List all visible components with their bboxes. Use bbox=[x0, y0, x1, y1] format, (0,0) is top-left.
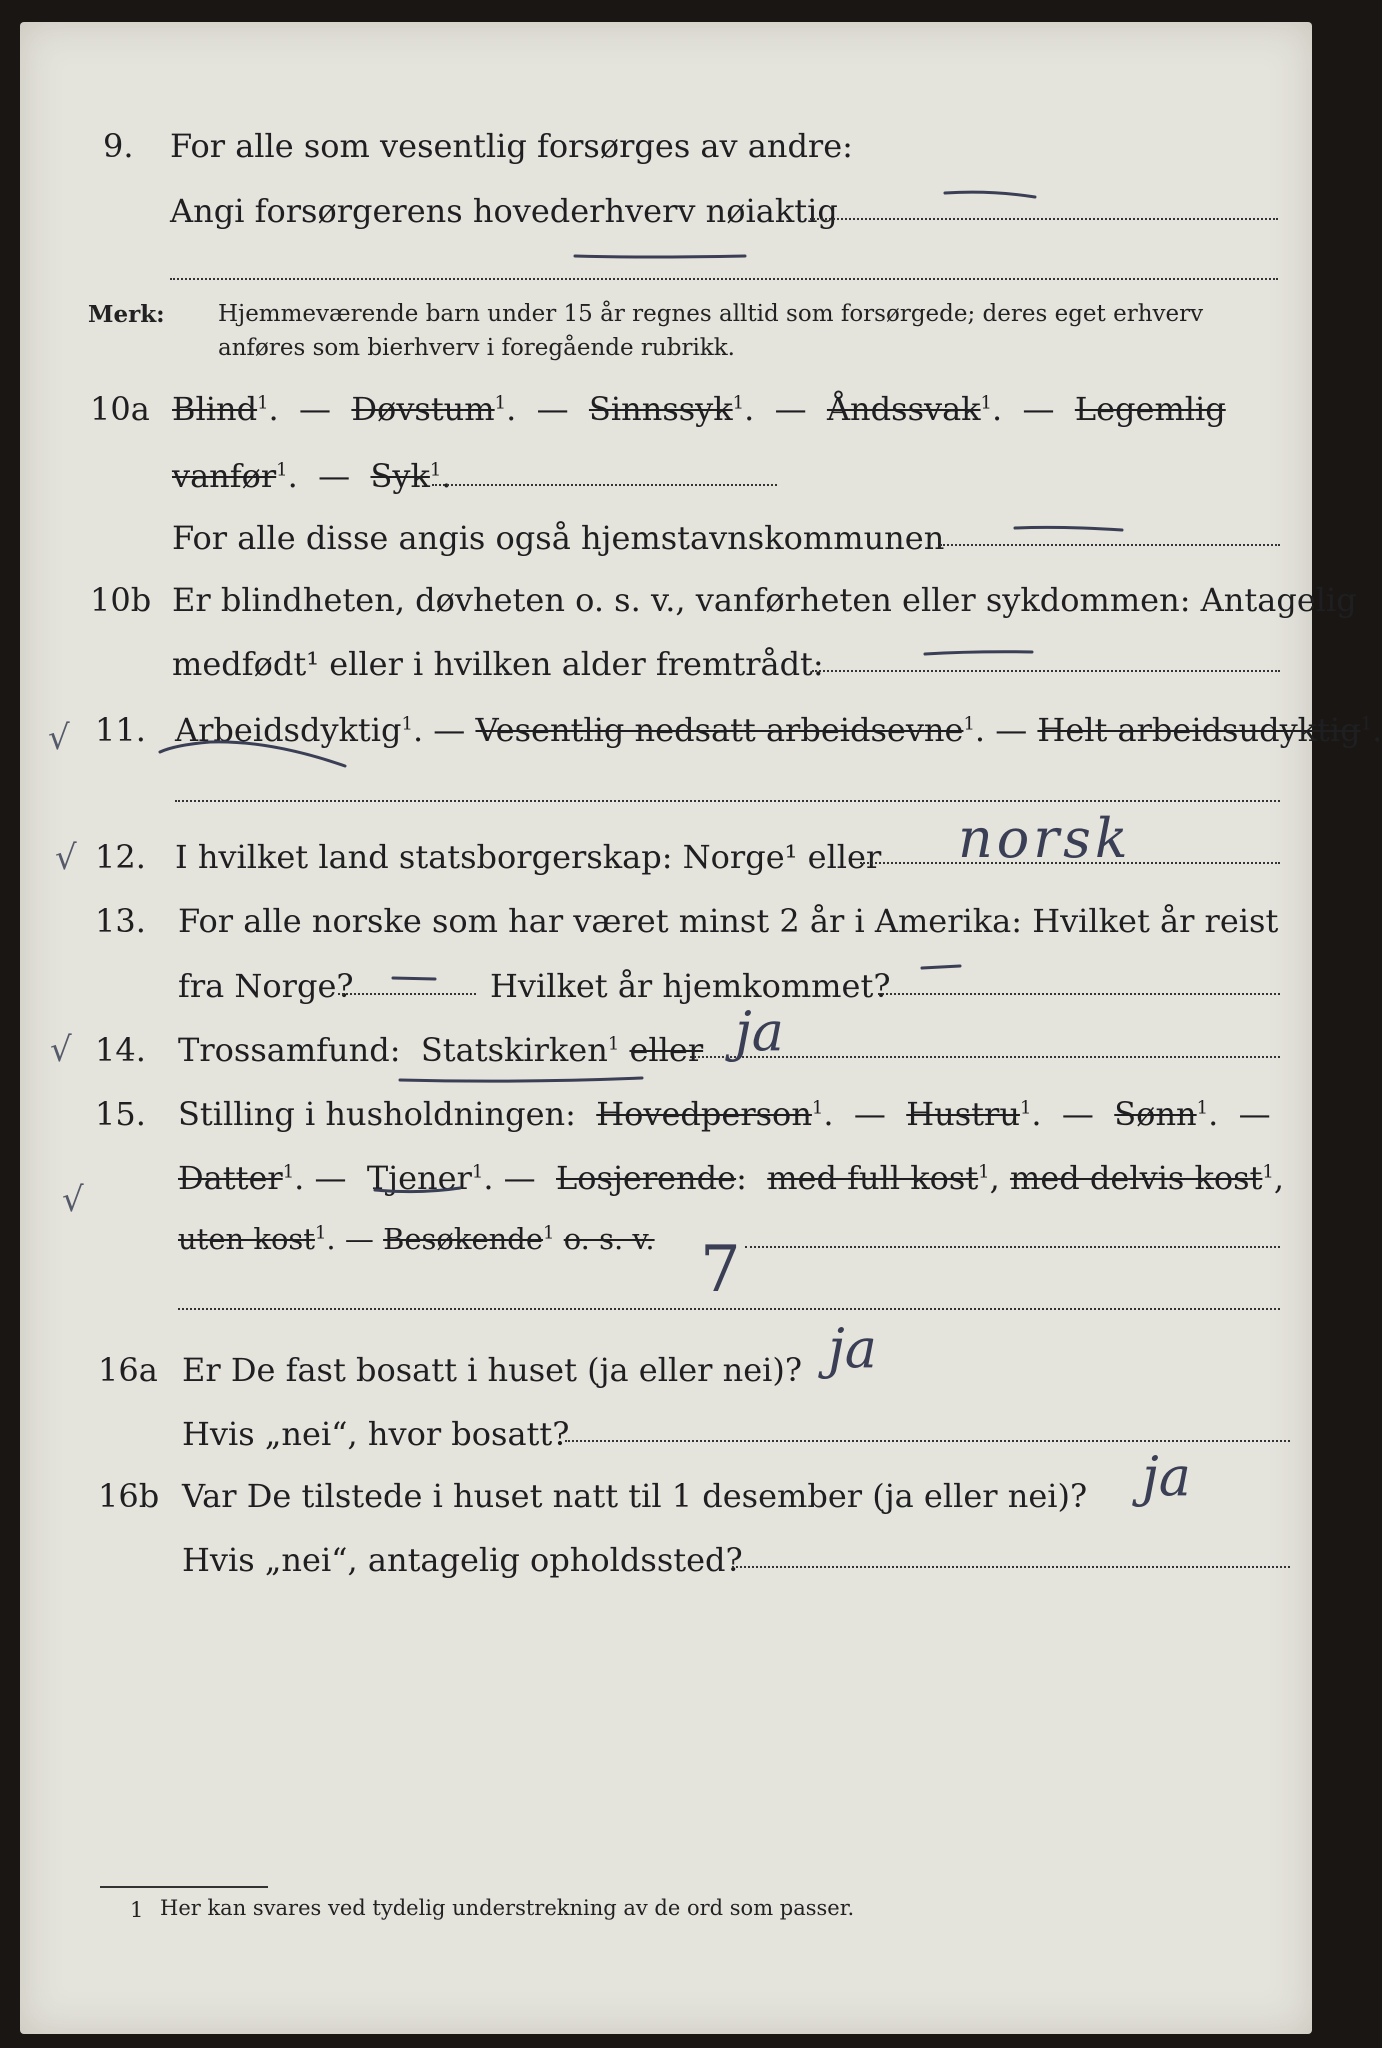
q9-line1: For alle som vesentlig forsørges av andre: bbox=[170, 127, 853, 165]
q15-line1: Stilling i husholdningen: Hovedperson$^1$. — Hustru$^1$. — Sønn$^1$. — bbox=[178, 1095, 1271, 1133]
opt-osv[interactable]: o. s. v. bbox=[563, 1222, 655, 1256]
q16a-line2: Hvis „nei“, hvor bosatt? bbox=[182, 1415, 570, 1453]
opt-losjerende[interactable]: Losjerende bbox=[556, 1159, 737, 1197]
opt-arbeidsdyktig[interactable]: Arbeidsdyktig bbox=[175, 711, 402, 749]
q16b-handwritten-answer[interactable]: ja bbox=[1142, 1445, 1191, 1508]
q10b-line1: Er blindheten, døvheten o. s. v., vanførheten eller sykdommen: Antagelig bbox=[172, 581, 1357, 619]
opt-statskirken[interactable]: Statskirken bbox=[420, 1031, 608, 1069]
opt-hovedperson[interactable]: Hovedperson bbox=[596, 1095, 812, 1133]
opt-dovstum[interactable]: Døvstum bbox=[351, 390, 495, 428]
q15-answer-line[interactable] bbox=[745, 1246, 1280, 1248]
q16b-line2: Hvis „nei“, antagelig opholdssted? bbox=[182, 1541, 743, 1579]
opt-vanfor[interactable]: vanfør bbox=[172, 457, 277, 495]
opt-delvis-kost[interactable]: med delvis kost bbox=[1009, 1159, 1263, 1197]
q10a-options-line2: vanfør$^1$. — Syk$^1$. bbox=[172, 457, 452, 495]
q15-handwritten-seven: 7 bbox=[700, 1233, 741, 1307]
q14-check-mark: √ bbox=[50, 1030, 72, 1070]
opt-eller[interactable]: eller bbox=[629, 1031, 704, 1069]
opt-datter[interactable]: Datter bbox=[178, 1159, 283, 1197]
q10a-line3: For alle disse angis også hjemstavnskommunen bbox=[172, 519, 945, 557]
opt-nedsatt-arbeidsevne[interactable]: Vesentlig nedsatt arbeidsevne bbox=[475, 711, 964, 749]
q16b-line1: Var De tilstede i huset natt til 1 desember (ja eller nei)? bbox=[182, 1477, 1088, 1515]
opt-andssvak[interactable]: Åndssvak bbox=[826, 390, 981, 428]
q15-line3: uten kost$^1$. — Besøkende$^1$ o. s. v. bbox=[178, 1222, 655, 1256]
q10a-options-line1: Blind$^1$. — Døvstum$^1$. — Sinnssyk$^1$. — Åndssvak$^1$. — Legemlig bbox=[172, 390, 1226, 428]
q13-line1: For alle norske som har været minst 2 år i Amerika: Hvilket år reist bbox=[178, 902, 1279, 940]
q16a-handwritten-answer[interactable]: ja bbox=[828, 1317, 877, 1380]
q16a-answer-line[interactable] bbox=[565, 1440, 1290, 1442]
q13-number: 13. bbox=[95, 902, 146, 940]
q10a-answer-line[interactable] bbox=[432, 484, 777, 486]
q16b-answer-line[interactable] bbox=[732, 1566, 1290, 1568]
q13-reist-line[interactable] bbox=[338, 993, 476, 995]
q15-number: 15. bbox=[95, 1095, 146, 1133]
merk-line1: Hjemmeværende barn under 15 år regnes alltid som forsørgede; deres eget erhverv bbox=[218, 301, 1204, 327]
q12-handwritten-answer[interactable]: norsk bbox=[958, 807, 1132, 870]
opt-syk[interactable]: Syk bbox=[370, 457, 430, 495]
q10b-answer-line[interactable] bbox=[812, 670, 1280, 672]
q11-number: 11. bbox=[95, 711, 146, 749]
q12-text: I hvilket land statsborgerskap: Norge¹ eller bbox=[175, 838, 882, 876]
q10b-number: 10b bbox=[90, 581, 152, 619]
q14-label: Trossamfund: bbox=[178, 1031, 401, 1069]
q15-line2: Datter$^1$. — Tjener$^1$. — Losjerende: med full kost$^1$, med delvis kost$^1$, bbox=[178, 1159, 1285, 1197]
q10a-hjemstavn-line[interactable] bbox=[940, 544, 1280, 546]
opt-tjener[interactable]: Tjener bbox=[366, 1159, 472, 1197]
q9-line2: Angi forsørgerens hovederhverv nøiaktig bbox=[170, 192, 838, 230]
opt-uten-kost[interactable]: uten kost bbox=[178, 1222, 315, 1256]
q12-check-mark: √ bbox=[55, 838, 77, 878]
footnote-mark: 1 bbox=[130, 1898, 144, 1922]
opt-blind[interactable]: Blind bbox=[172, 390, 258, 428]
q14-handwritten-answer[interactable]: ja bbox=[735, 1000, 784, 1063]
q13-line2b: Hvilket år hjemkommet? bbox=[490, 967, 891, 1005]
merk-line2: anføres som bierhverv i foregående rubrikk. bbox=[218, 335, 735, 361]
opt-full-kost[interactable]: med full kost bbox=[767, 1159, 979, 1197]
q11-options: Arbeidsdyktig$^1$. — Vesentlig nedsatt arbeidsevne$^1$. — Helt arbeidsudyktig$^1$. bbox=[175, 711, 1382, 749]
opt-besokende[interactable]: Besøkende bbox=[383, 1222, 544, 1256]
q14-number: 14. bbox=[95, 1031, 146, 1069]
footnote-text: Her kan svares ved tydelig understrekning av de ord som passer. bbox=[160, 1896, 855, 1920]
q9-number: 9. bbox=[103, 127, 134, 165]
q16a-number: 16a bbox=[98, 1351, 158, 1389]
q10b-line2: medfødt¹ eller i hvilken alder fremtrådt: bbox=[172, 645, 824, 683]
q15-answer-line-2[interactable] bbox=[178, 1308, 1280, 1310]
opt-sonn[interactable]: Sønn bbox=[1114, 1095, 1197, 1133]
q13-hjemkommet-line[interactable] bbox=[878, 993, 1280, 995]
q9-answer-line-2[interactable] bbox=[170, 278, 1278, 280]
q16a-line1: Er De fast bosatt i huset (ja eller nei)? bbox=[182, 1351, 803, 1389]
q15-label: Stilling i husholdningen: bbox=[178, 1095, 576, 1133]
q11-check-mark: √ bbox=[48, 718, 70, 758]
q13-line2a: fra Norge? bbox=[178, 967, 354, 1005]
opt-legemlig[interactable]: Legemlig bbox=[1074, 390, 1226, 428]
merk-label: Merk: bbox=[88, 301, 165, 328]
q10a-number: 10a bbox=[90, 390, 150, 428]
q12-number: 12. bbox=[95, 838, 146, 876]
footnote-rule bbox=[100, 1886, 268, 1888]
opt-sinnssyk[interactable]: Sinnssyk bbox=[588, 390, 733, 428]
q14-options: Trossamfund: Statskirken$^1$ eller bbox=[178, 1031, 704, 1069]
q11-answer-line[interactable] bbox=[175, 800, 1280, 802]
q16b-number: 16b bbox=[98, 1477, 160, 1515]
opt-hustru[interactable]: Hustru bbox=[906, 1095, 1020, 1133]
q9-answer-line[interactable] bbox=[810, 218, 1278, 220]
q15-check-mark: √ bbox=[62, 1180, 84, 1220]
opt-helt-arbeidsudyktig[interactable]: Helt arbeidsudyktig bbox=[1037, 711, 1361, 749]
